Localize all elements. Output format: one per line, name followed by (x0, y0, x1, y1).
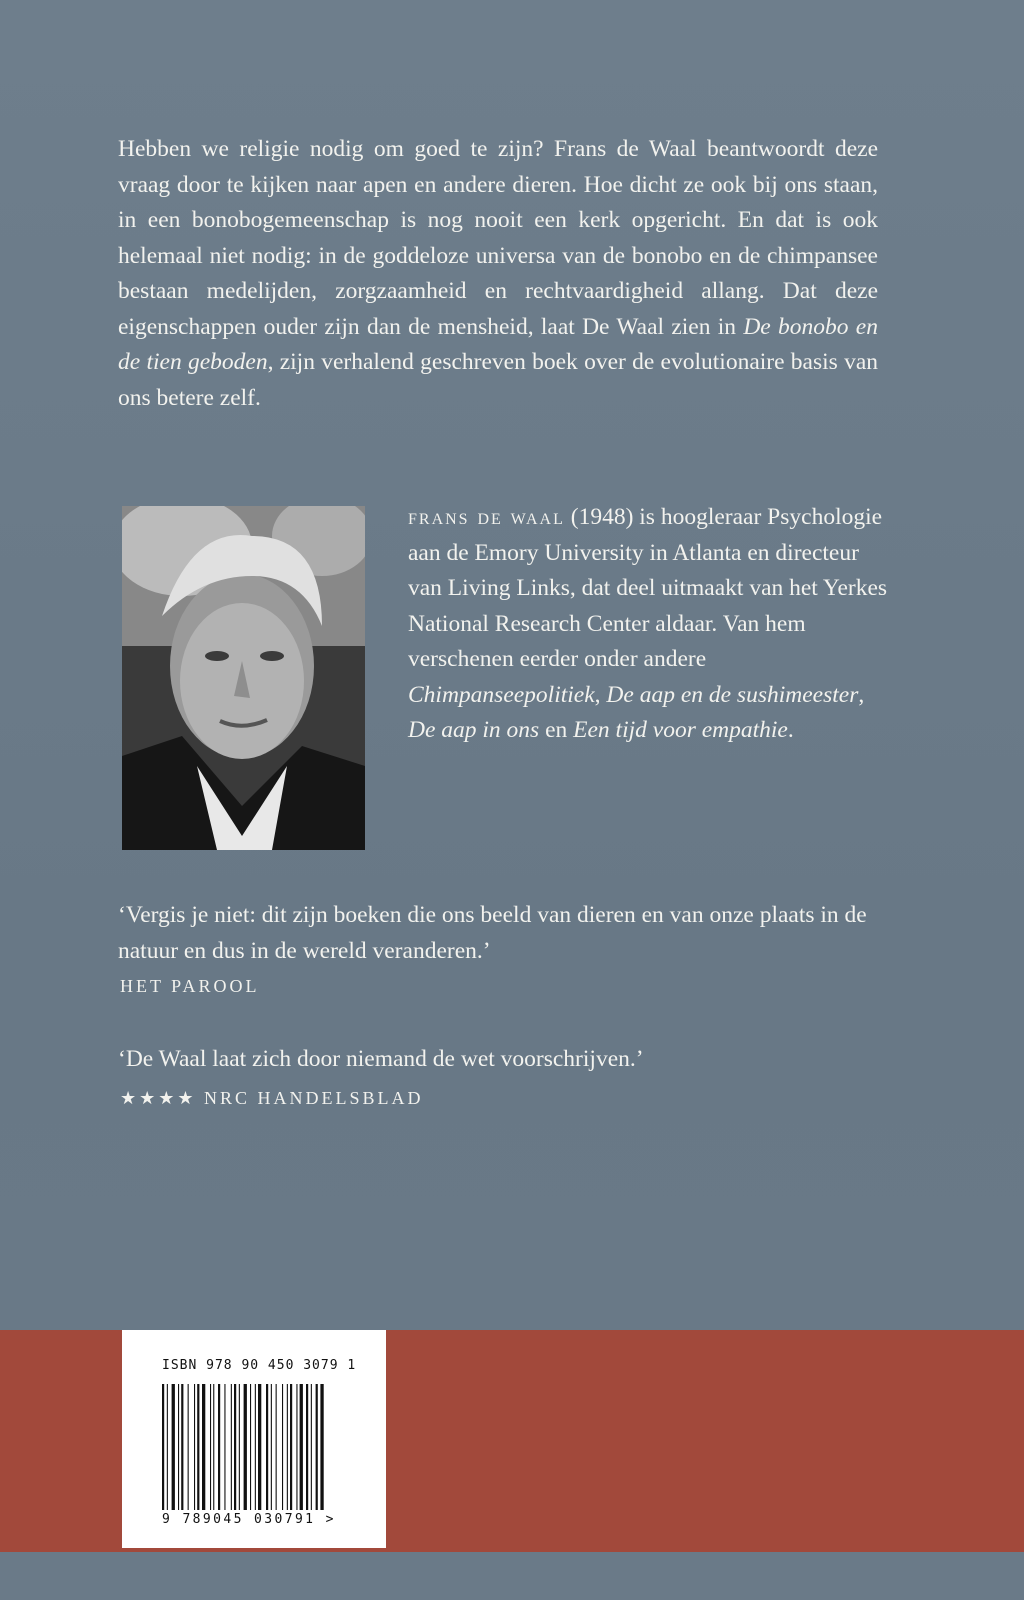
barcode-bar (266, 1384, 268, 1510)
barcode-bar (306, 1384, 308, 1510)
barcode-bar (188, 1384, 189, 1510)
barcode-bar (231, 1384, 232, 1510)
barcode-label (122, 1330, 386, 1548)
author-photo (122, 506, 365, 850)
bio-separator: , (858, 681, 865, 708)
barcode-bar (181, 1384, 183, 1510)
book-een-tijd-voor-empathie: Een tijd voor empathie (573, 717, 788, 743)
barcode-bar (224, 1384, 225, 1510)
book-de-aap-en-de-sushimeester: De aap en de sushimeester (606, 681, 859, 708)
bio-text: (1948) is hoogleraar Psychologie aan de Emory University in Atlanta en directeur van Living Links, dat deel uitmaakt van het Yerkes National Research Center aldaar. Van hem verschenen eerder onder andere (408, 504, 888, 672)
barcode-bar (255, 1384, 256, 1510)
barcode-bar (239, 1384, 240, 1510)
barcode-bar (287, 1384, 288, 1510)
barcode-bar (276, 1384, 277, 1510)
bio-separator: en (539, 717, 574, 743)
blurb-text-2: , zijn verhalend geschreven boek over de evolutionaire basis van ons betere zelf. (118, 349, 879, 411)
bio-separator: . (787, 717, 794, 743)
book-de-aap-in-ons: De aap in ons (408, 717, 540, 743)
barcode-bar (213, 1384, 214, 1510)
barcode-bar (197, 1384, 199, 1510)
barcode-bar (258, 1384, 261, 1510)
barcode-bar (167, 1384, 168, 1510)
barcode-bar (234, 1384, 236, 1510)
bio-separator: , (594, 681, 607, 708)
barcode-bar (194, 1384, 195, 1510)
book-chimpanseepolitiek: Chimpanseepolitiek (408, 681, 595, 708)
barcode-bar (172, 1384, 175, 1510)
barcode-bar (202, 1384, 205, 1510)
review-quote: ‘Vergis je niet: dit zijn boeken die ons beeld van dieren en van onze plaats in de natuur en dus in de wereld veranderen.’ (118, 902, 867, 964)
barcode-bar (282, 1384, 283, 1510)
review-quote: ‘De Waal laat zich door niemand de wet voorschrijven.’ (118, 1046, 644, 1072)
author-name: frans de waal (408, 504, 565, 530)
author-bio (408, 500, 888, 749)
barcode-bar (320, 1384, 323, 1510)
barcode-bar (218, 1384, 220, 1510)
isbn-text: ISBN 978 90 450 3079 1 (162, 1358, 357, 1373)
barcode-digits: 9 789045 030791 > (162, 1512, 336, 1527)
barcode-image (162, 1384, 358, 1510)
barcode-bar (244, 1384, 247, 1510)
barcode-bar (296, 1384, 297, 1510)
barcode-bar (271, 1384, 272, 1510)
barcode-bar (162, 1384, 164, 1510)
blurb-book-title: De bonobo en de tien geboden (118, 313, 878, 375)
review-source: HET PAROOL (120, 976, 260, 996)
barcode-bar (178, 1384, 179, 1510)
review-source: ★★★★ NRC HANDELSBLAD (120, 1088, 424, 1108)
barcode-bar (316, 1384, 318, 1510)
author-portrait-image (122, 506, 365, 850)
barcode-bar (290, 1384, 292, 1510)
barcode-bar (250, 1384, 251, 1510)
barcode-bar (300, 1384, 303, 1510)
barcode-bar (210, 1384, 211, 1510)
book-blurb (118, 132, 878, 416)
blurb-text-1: Hebben we religie nodig om goed te zijn? Frans de Waal beantwoordt deze vraag door te kijken naar apen en andere dieren. Hoe dicht ze ook bij ons staan, in een bonobogemeenschap is nog nooit een kerk opgericht. En dat is ook helemaal niet nodig: in de goddeloze universa van de bonobo en de chimpansee bestaan medelijden, zorgzaamheid en rechtvaardigheid allang. Dat deze eigenschappen ouder zijn dan de mensheid, laat De Waal zien in (118, 136, 878, 340)
barcode-bar (311, 1384, 312, 1510)
